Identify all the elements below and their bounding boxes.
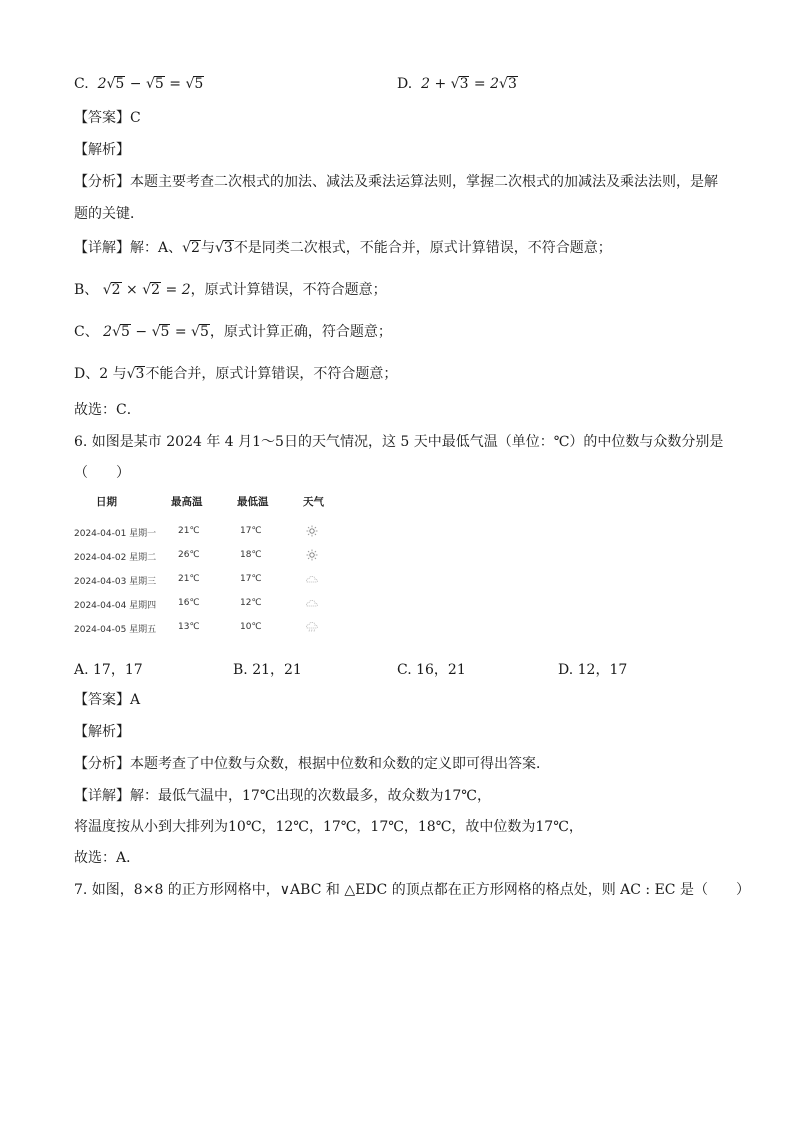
header-date: 日期	[96, 496, 117, 508]
row2-date: 2024-04-02 星期二	[74, 553, 157, 563]
detail-b-suffix: ，原式计算错误，不符合题意；	[190, 282, 387, 298]
analysis-text: 本题考查了中位数与众数，根据中位数和众数的定义即可得出答案．	[130, 756, 550, 772]
sun-icon	[306, 549, 318, 561]
sun-icon	[306, 525, 318, 537]
row2-low: 18℃	[240, 550, 262, 560]
q6-analysis	[74, 754, 550, 774]
detail-b-prefix: B、	[74, 282, 99, 298]
cloud-icon	[305, 597, 319, 609]
row4-high: 16℃	[178, 598, 200, 608]
q6-jiexi: 【解析】	[74, 724, 130, 740]
option-c-expression: 2√5 − √5 = √5	[93, 76, 204, 92]
q5-detail-b	[74, 280, 387, 300]
q5-analysis-cont: 题的关键．	[74, 206, 144, 222]
detail-d-prefix: D、2 与	[74, 366, 127, 382]
q6-option-d: D. 12，17	[558, 662, 628, 678]
q6-option-b: B. 21，21	[233, 662, 302, 678]
cloud-icon	[305, 573, 319, 585]
answer-label: 【答案】	[74, 692, 130, 708]
detail-a-prefix: 解：A、	[130, 240, 183, 256]
detail-c-suffix: ，原式计算正确，符合题意；	[209, 324, 392, 340]
q5-jiexi: 【解析】	[74, 142, 130, 158]
option-d-label: D.	[397, 76, 413, 92]
detail-d-suffix: 不能合并，原式计算错误，不符合题意；	[145, 366, 398, 382]
answer-value: A	[130, 692, 141, 708]
q5-detail-d	[74, 364, 397, 384]
q5-option-c	[74, 74, 204, 94]
row1-high: 21℃	[178, 526, 200, 536]
detail-label: 【详解】	[74, 240, 130, 256]
analysis-label: 【分析】	[74, 174, 130, 190]
row3-date: 2024-04-03 星期三	[74, 577, 157, 587]
detail-label: 【详解】	[74, 788, 130, 804]
row5-date: 2024-04-05 星期五	[74, 625, 157, 635]
row1-date: 2024-04-01 星期一	[74, 529, 157, 539]
row1-low: 17℃	[240, 526, 262, 536]
detail-d-expr: √3	[126, 366, 145, 382]
detail-a-mid: 与	[200, 240, 215, 256]
row5-low: 10℃	[240, 622, 262, 632]
q6-option-c: C. 16，21	[397, 662, 466, 678]
detail-c-prefix: C、	[74, 324, 99, 340]
analysis-label: 【分析】	[74, 756, 130, 772]
rain-icon	[305, 620, 319, 634]
answer-label: 【答案】	[74, 110, 130, 126]
option-c-label: C.	[74, 76, 89, 92]
q6-stem-paren: （ ）	[74, 465, 130, 481]
row3-low: 17℃	[240, 574, 262, 584]
header-high: 最高温	[171, 496, 203, 508]
analysis-text: 本题主要考查二次根式的加法、减法及乘法运算法则，掌握二次根式的加减法及乘法法则，是解	[130, 174, 718, 190]
detail-a-suffix: 不是同类二次根式，不能合并，原式计算错误，不符合题意；	[233, 240, 612, 256]
sqrt2-expr: √2	[182, 240, 200, 256]
q6-choice: 故选：A．	[74, 850, 141, 866]
answer-value: C	[130, 110, 141, 126]
row3-high: 21℃	[178, 574, 200, 584]
detail-c-expr: 2√5 − √5 = √5	[98, 324, 209, 340]
q6-detail-1	[74, 786, 491, 806]
option-d-expression: 2 + √3 = 2√3	[416, 76, 517, 92]
q5-detail-c	[74, 322, 392, 342]
row4-low: 12℃	[240, 598, 262, 608]
row2-high: 26℃	[178, 550, 200, 560]
q6-detail-2: 将温度按从小到大排列为10℃，12℃，17℃，17℃，18℃，故中位数为17℃，	[74, 819, 583, 835]
q7-stem: 7. 如图，8×8 的正方形网格中，∨ABC 和 △EDC 的顶点都在正方形网格的格点处，则 AC : EC 是（ ）	[74, 882, 750, 898]
q5-choice: 故选：C．	[74, 402, 141, 418]
q6-option-a: A. 17，17	[74, 662, 143, 678]
row5-high: 13℃	[178, 622, 200, 632]
q6-stem: 6. 如图是某市 2024 年 4 月1～5日的天气情况，这 5 天中最低气温（单位：℃）的中位数与众数分别是	[74, 434, 724, 450]
sqrt3-expr: √3	[214, 240, 233, 256]
header-low: 最低温	[237, 496, 269, 508]
q5-analysis	[74, 172, 718, 192]
q5-detail-a	[74, 238, 612, 258]
q6-answer	[74, 690, 140, 710]
header-weather: 天气	[303, 496, 324, 508]
q5-answer	[74, 108, 141, 128]
detail-text: 解：最低气温中，17℃出现的次数最多，故众数为17℃，	[130, 788, 491, 804]
q5-option-d	[397, 74, 518, 94]
detail-b-expr: √2 × √2 = 2	[102, 282, 191, 298]
row4-date: 2024-04-04 星期四	[74, 601, 157, 611]
